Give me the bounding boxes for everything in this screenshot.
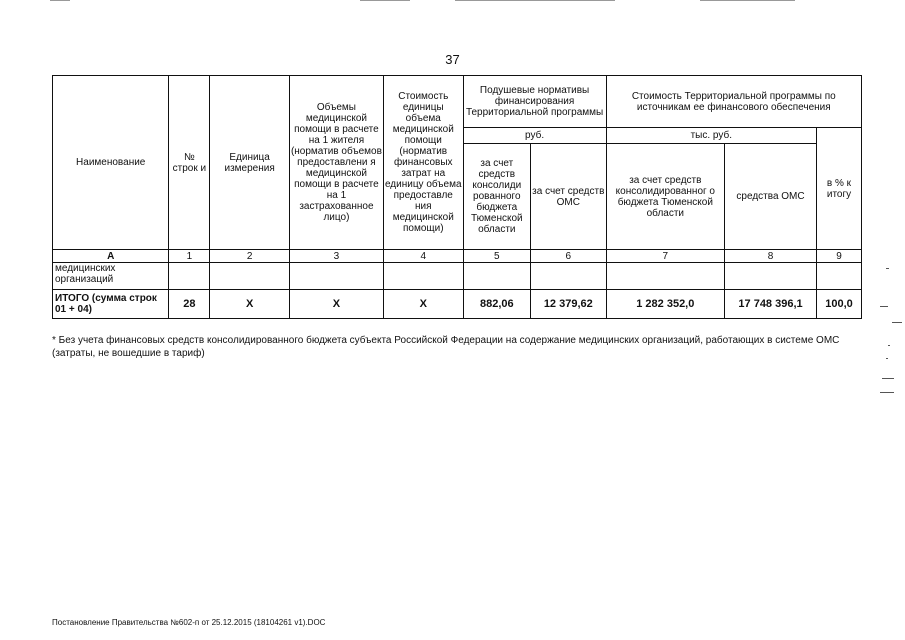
header-unit: Единица измерения xyxy=(210,76,290,250)
header-budget-rub: за счет средств консолиди рованного бюджета Тюменской области xyxy=(463,144,530,250)
header-per-capita: Подушевые нормативы финансирования Территориальной программы xyxy=(463,76,606,128)
scan-top-edge xyxy=(0,0,905,2)
index-cell: А xyxy=(53,250,169,263)
index-cell: 5 xyxy=(463,250,530,263)
index-cell: 2 xyxy=(210,250,290,263)
total-budget-thousand: 1 282 352,0 xyxy=(606,290,724,319)
footnote: * Без учета финансовых средств консолидированного бюджета субъекта Российской Федерации на содержание медицинских организаций, работающих в системе ОМС (затраты, не вошедшие в тариф) xyxy=(52,335,840,359)
table-row xyxy=(53,263,862,290)
total-oms-rub: 12 379,62 xyxy=(531,290,607,319)
total-percent: 100,0 xyxy=(816,290,861,319)
index-cell: 1 xyxy=(169,250,210,263)
total-row xyxy=(53,290,862,319)
scan-margin-marks xyxy=(872,260,902,400)
header-cost-program: Стоимость Территориальной программы по источникам ее финансового обеспечения xyxy=(606,76,861,128)
header-name: Наименование xyxy=(53,76,169,250)
financing-table xyxy=(52,75,862,319)
index-cell: 6 xyxy=(531,250,607,263)
index-cell: 8 xyxy=(725,250,817,263)
total-volumes: X xyxy=(289,290,383,319)
row-name: медицинских организаций xyxy=(53,263,169,290)
total-unit-cost: X xyxy=(383,290,463,319)
header-oms-rub: за счет средств ОМС xyxy=(531,144,607,250)
index-cell: 4 xyxy=(383,250,463,263)
header-row-number: № строк и xyxy=(169,76,210,250)
index-row xyxy=(53,250,862,263)
header-budget-thousand: за счет средств консолидированног о бюджета Тюменской области xyxy=(606,144,724,250)
index-cell: 7 xyxy=(606,250,724,263)
header-oms-thousand: средства ОМС xyxy=(725,144,817,250)
page-number: 37 xyxy=(445,52,460,67)
total-budget-rub: 882,06 xyxy=(463,290,530,319)
total-oms-thousand: 17 748 396,1 xyxy=(725,290,817,319)
index-cell: 3 xyxy=(289,250,383,263)
total-unit: X xyxy=(210,290,290,319)
header-percent: в % к итогу xyxy=(816,128,861,250)
header-volumes: Объемы медицинской помощи в расчете на 1 жителя (норматив объемов предоставлени я медицинской помощи в расчете на 1 застрахованное лицо) xyxy=(289,76,383,250)
index-cell: 9 xyxy=(816,250,861,263)
header-unit-thousand-rub: тыс. руб. xyxy=(606,128,816,144)
header-unit-rub: руб. xyxy=(463,128,606,144)
total-name: ИТОГО (сумма строк 01 + 04) xyxy=(53,290,169,319)
header-unit-cost: Стоимость единицы объема медицинской помощи (норматив финансовых затрат на единицу объема предоставле ния медицинской помощи) xyxy=(383,76,463,250)
total-row-number: 28 xyxy=(169,290,210,319)
document-footer: Постановление Правительства №602-п от 25.12.2015 (18104261 v1).DOC xyxy=(52,618,326,627)
